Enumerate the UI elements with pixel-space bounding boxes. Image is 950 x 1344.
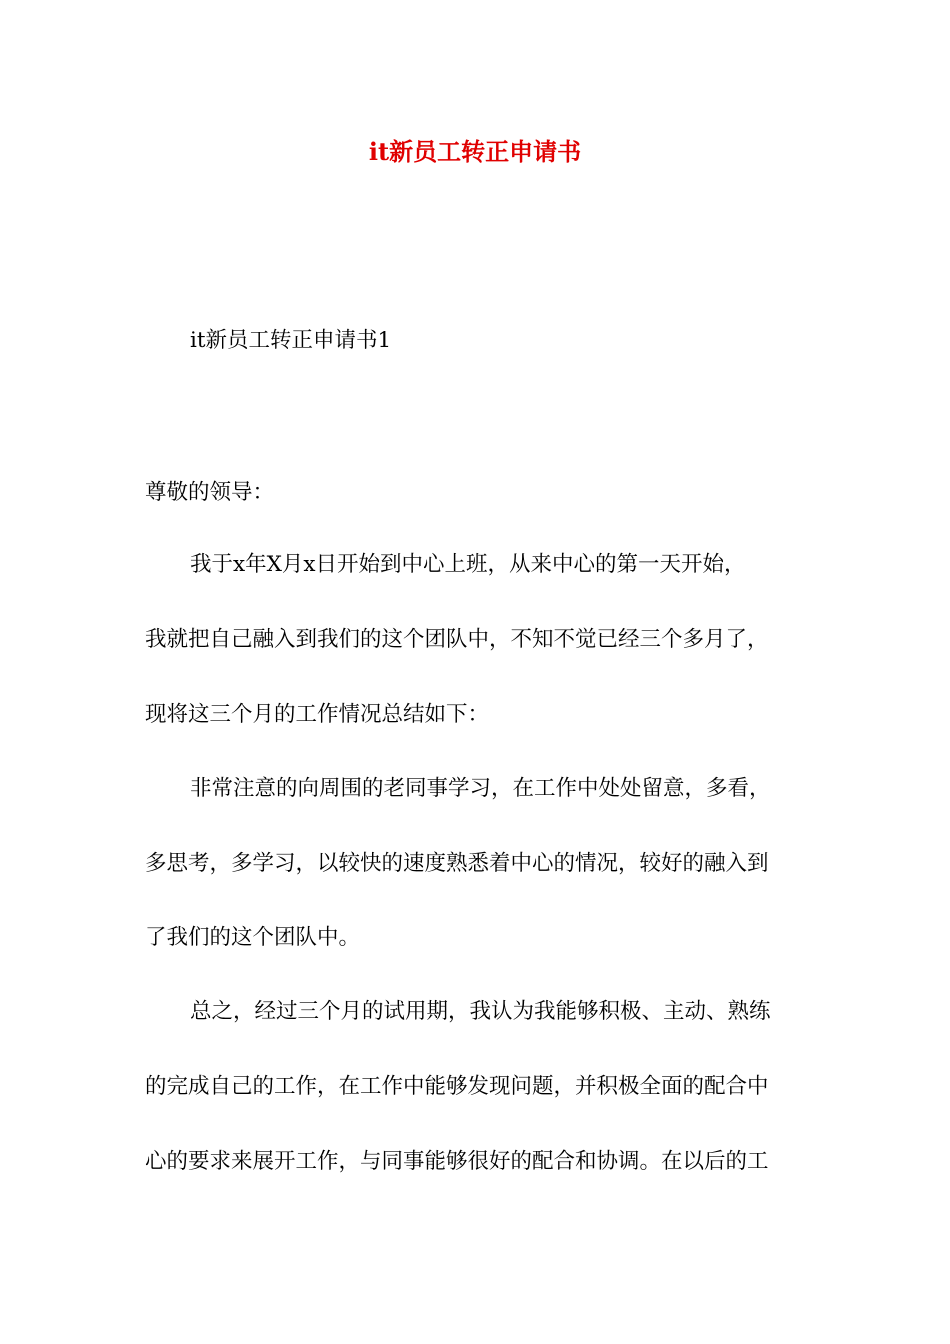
paragraph-line: 心的要求来展开工作，与同事能够很好的配合和协调。在以后的工: [145, 1149, 769, 1174]
paragraph-line: 总之，经过三个月的试用期，我认为我能够积极、主动、熟练: [190, 999, 771, 1024]
document-title: it新员工转正申请书: [368, 137, 582, 166]
salutation: 尊敬的领导：: [145, 480, 275, 505]
paragraph-line: 我就把自己融入到我们的这个团队中，不知不觉已经三个多月了，: [145, 627, 769, 652]
paragraph-line: 非常注意的向周围的老同事学习，在工作中处处留意，多看，: [190, 776, 771, 801]
document-subtitle: it新员工转正申请书1: [190, 328, 392, 353]
paragraph-line: 了我们的这个团队中。: [145, 925, 361, 950]
paragraph-line: 的完成自己的工作，在工作中能够发现问题，并积极全面的配合中: [145, 1074, 769, 1099]
paragraph-line: 现将这三个月的工作情况总结如下：: [145, 702, 490, 727]
paragraph-line: 我于x年X月x日开始到中心上班，从来中心的第一天开始，: [190, 552, 746, 577]
paragraph-line: 多思考，多学习，以较快的速度熟悉着中心的情况，较好的融入到: [145, 851, 769, 876]
